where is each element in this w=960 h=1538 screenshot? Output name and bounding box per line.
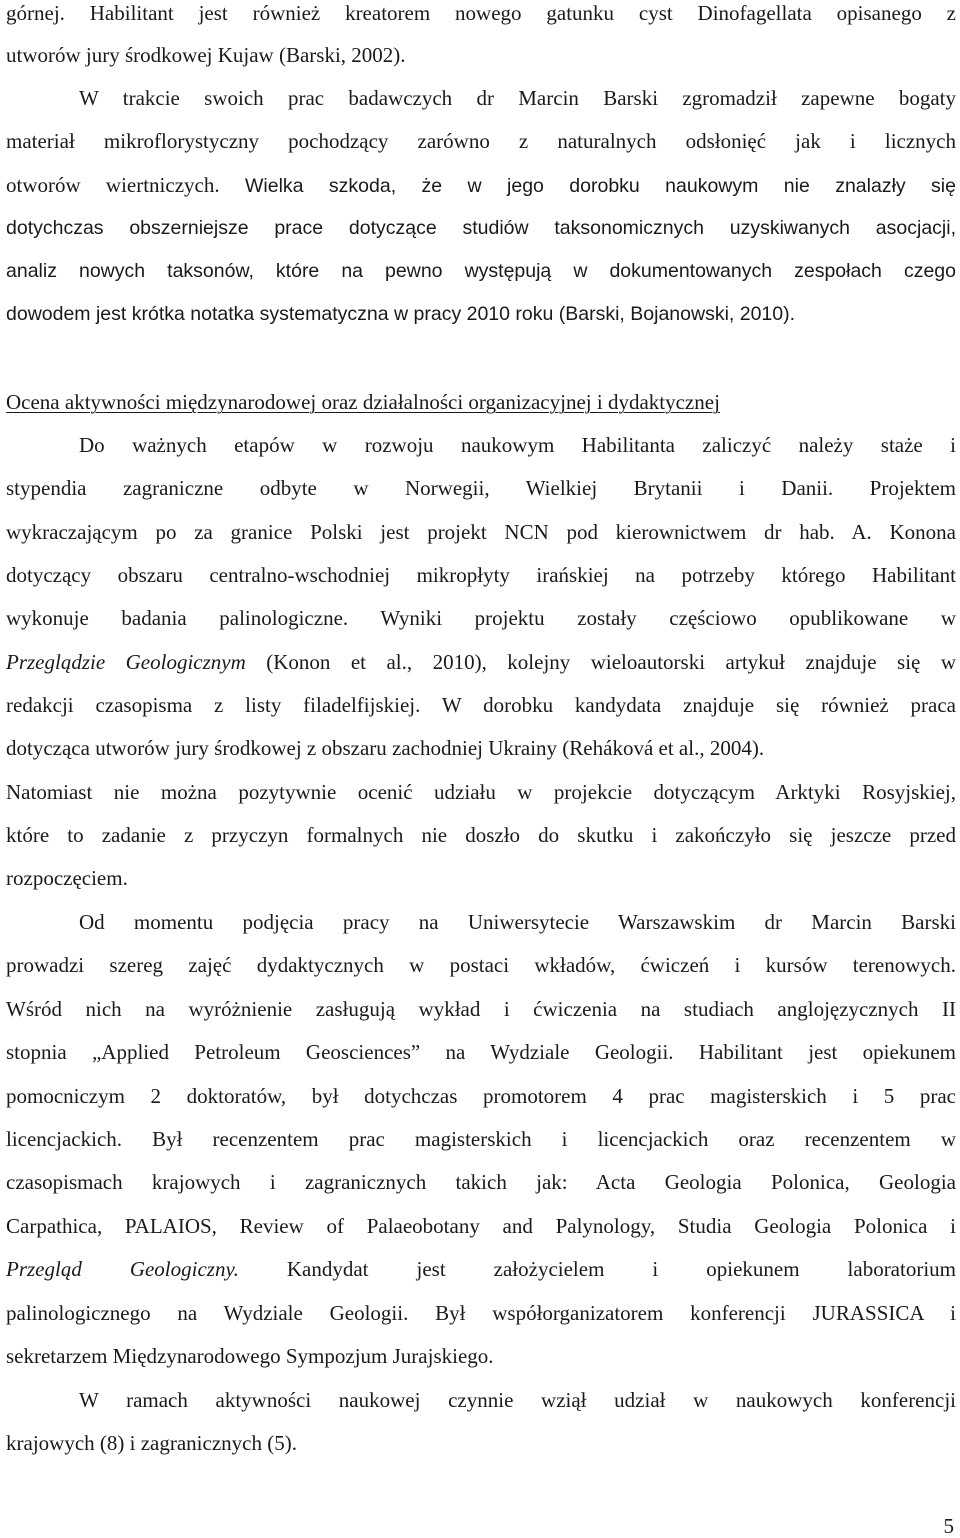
paragraph-3-line-5: wykonuje badania palinologiczne. Wyniki projektu zostały częściowo opublikowane w (6, 606, 956, 630)
paragraph-4-line-9-rest: Kandydat jest założycielem i opiekunem laboratorium (238, 1257, 957, 1281)
paragraph-2-line-5: analiz nowych taksonów, które na pewno występują w dokumentowanych zespołach czego (6, 260, 956, 282)
paragraph-4-line-11: sekretarzem Międzynarodowego Sympozjum Jurajskiego. (6, 1344, 494, 1368)
paragraph-3-line-10: które to zadanie z przyczyn formalnych nie doszło do skutku i zakończyło się jeszcze przed (6, 823, 956, 847)
page-number: 5 (943, 1514, 954, 1538)
paragraph-2-line-4: dotychczas obszerniejsze prace dotyczące studiów taksonomicznych uzyskiwanych asocjacji, (6, 217, 956, 239)
journal-title: Przegląd Geologiczny. (6, 1257, 239, 1281)
paragraph-4-line-8: Carpathica, PALAIOS, Review of Palaeobotany and Palynology, Studia Geologia Polonica i (6, 1214, 956, 1238)
paragraph-4-line-10: palinologicznego na Wydziale Geologii. Był współorganizatorem konferencji JURASSICA i (6, 1301, 956, 1325)
paragraph-4-line-7: czasopismach krajowych i zagranicznych takich jak: Acta Geologia Polonica, Geologia (6, 1170, 956, 1194)
paragraph-1-line-1: górnej. Habilitant jest również kreatorem nowego gatunku cyst Dinofagellata opisanego z (6, 1, 956, 25)
paragraph-2-line-3 (6, 170, 956, 200)
paragraph-2-line-3-part-a: otworów wiertniczych. (6, 173, 220, 197)
paragraph-4-line-5: pomocniczym 2 doktoratów, był dotychczas promotorem 4 prac magisterskich i 5 prac (6, 1084, 956, 1108)
paragraph-2-line-1: W trakcie swoich prac badawczych dr Marcin Barski zgromadził zapewne bogaty (79, 86, 956, 110)
paragraph-4-line-9 (6, 1254, 956, 1284)
journal-title: Przeglądzie Geologicznym (6, 650, 246, 674)
paragraph-5-line-2: krajowych (8) i zagranicznych (5). (6, 1431, 297, 1455)
paragraph-3-line-6-rest: (Konon et al., 2010), kolejny wieloautorski artykuł znajduje się w (245, 650, 957, 674)
section-heading-text: Ocena aktywności międzynarodowej oraz działalności organizacyjnej i dydaktycznej (6, 390, 720, 414)
paragraph-3-line-1: Do ważnych etapów w rozwoju naukowym Habilitanta zaliczyć należy staże i (79, 433, 956, 457)
paragraph-3-line-6 (6, 647, 956, 677)
paragraph-3-line-7: redakcji czasopisma z listy filadelfijskiej. W dorobku kandydata znajduje się również praca (6, 693, 956, 717)
paragraph-2-line-6: dowodem jest krótka notatka systematyczna w pracy 2010 roku (Barski, Bojanowski, 2010). (6, 303, 796, 325)
paragraph-5-line-1: W ramach aktywności naukowej czynnie wziął udział w naukowych konferencji (79, 1388, 956, 1412)
paragraph-3-line-9: Natomiast nie można pozytywnie ocenić udziału w projekcie dotyczącym Arktyki Rosyjskiej, (6, 780, 956, 804)
paragraph-3-line-2: stypendia zagraniczne odbyte w Norwegii, Wielkiej Brytanii i Danii. Projektem (6, 476, 956, 500)
paragraph-3-line-3: wykraczającym po za granice Polski jest projekt NCN pod kierownictwem dr hab. A. Konona (6, 520, 956, 544)
paragraph-1-line-2: utworów jury środkowej Kujaw (Barski, 2002). (6, 43, 406, 67)
paragraph-3-line-8: dotycząca utworów jury środkowej z obszaru zachodniej Ukrainy (Reháková et al., 2004). (6, 736, 765, 760)
section-heading (6, 387, 956, 417)
paragraph-4-line-4: stopnia „Applied Petroleum Geosciences” na Wydziale Geologii. Habilitant jest opiekunem (6, 1040, 956, 1064)
paragraph-4-line-2: prowadzi szereg zajęć dydaktycznych w postaci wkładów, ćwiczeń i kursów terenowych. (6, 953, 956, 977)
paragraph-3-line-11: rozpoczęciem. (6, 866, 128, 890)
paragraph-4-line-3: Wśród nich na wyróżnienie zasługują wykład i ćwiczenia na studiach anglojęzycznych II (6, 997, 956, 1021)
paragraph-4-line-6: licencjackich. Był recenzentem prac magisterskich i licencjackich oraz recenzentem w (6, 1127, 956, 1151)
paragraph-4-line-1: Od momentu podjęcia pracy na Uniwersytecie Warszawskim dr Marcin Barski (79, 910, 956, 934)
paragraph-3-line-4: dotyczący obszaru centralno-wschodniej mikropłyty irańskiej na potrzeby którego Habilitant (6, 563, 956, 587)
paragraph-2-line-3-part-b: Wielka szkoda, że w jego dorobku naukowym nie znalazły się (219, 175, 956, 197)
paragraph-2-line-2: materiał mikroflorystyczny pochodzący zarówno z naturalnych odsłonięć jak i licznych (6, 129, 956, 153)
